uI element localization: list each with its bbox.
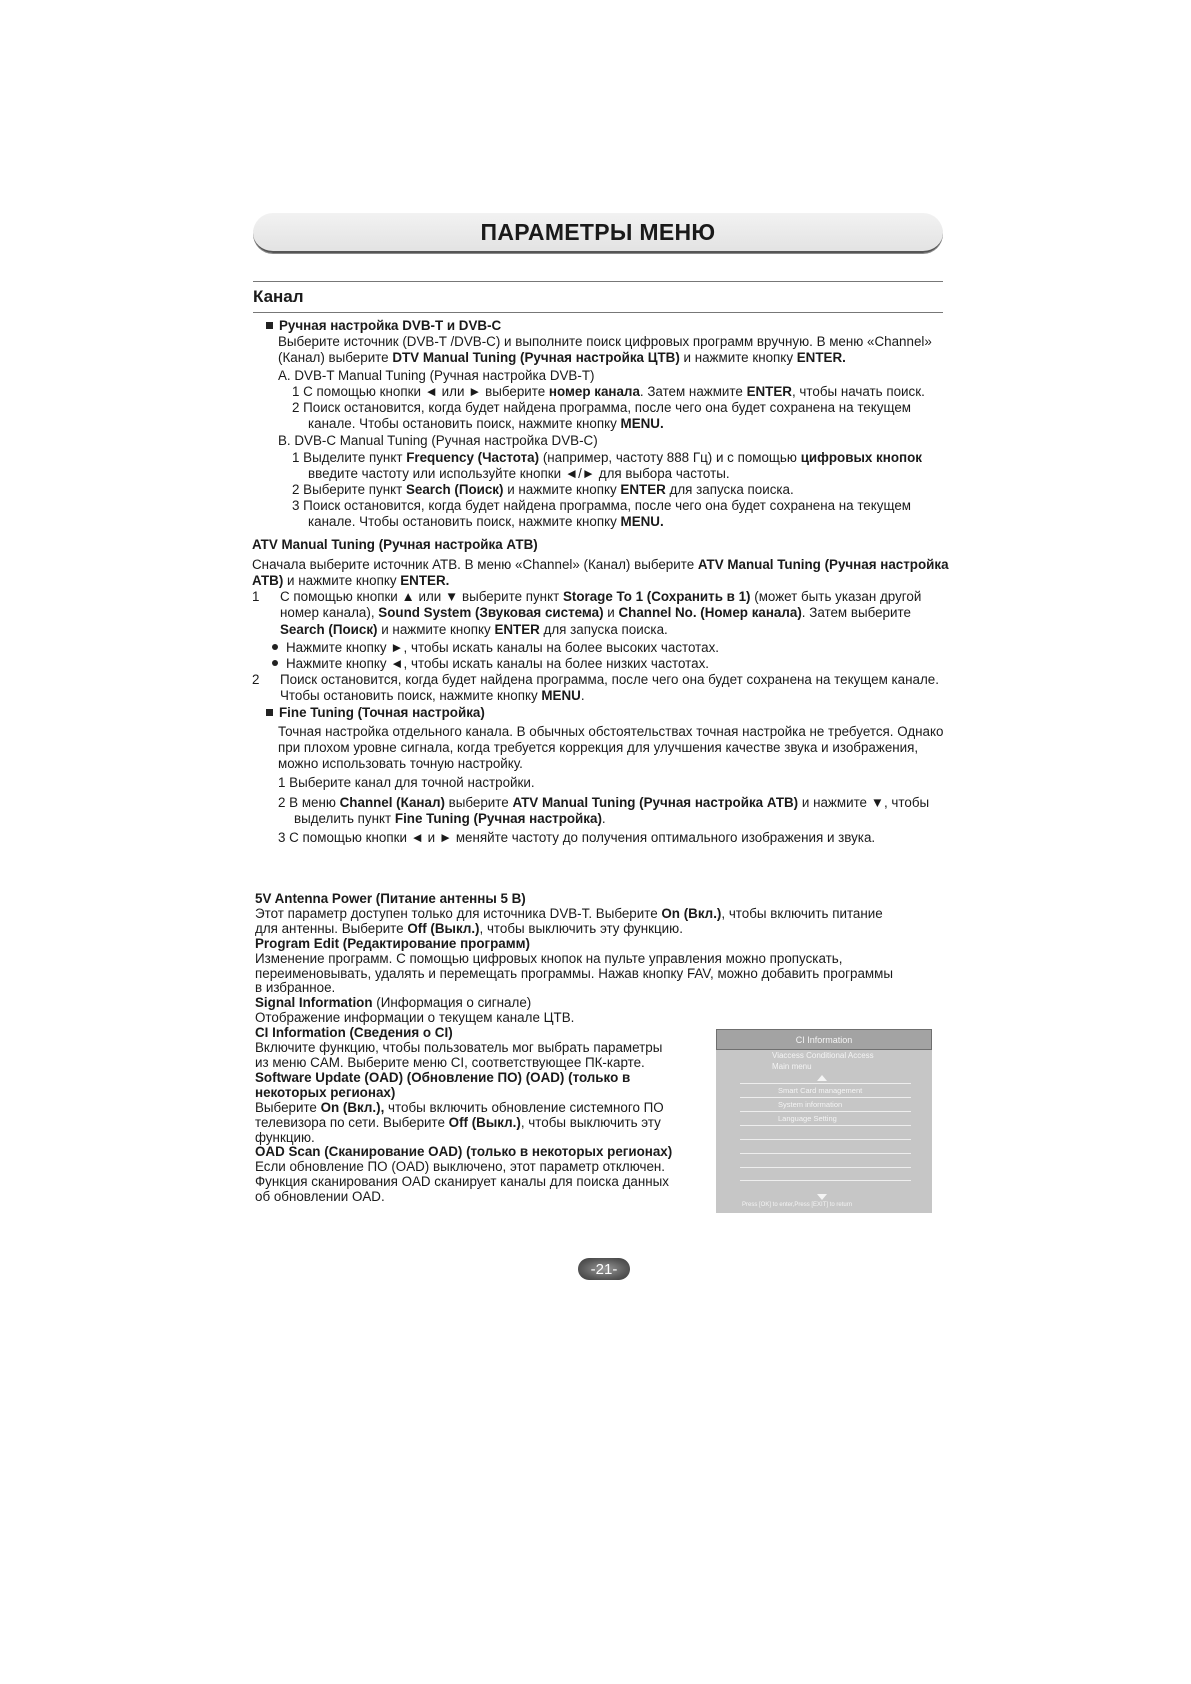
fine-intro: Точная настройка отдельного канала. В обычных обстоятельствах точная настройка не требуется. Однако при плохом уровне сигнала, когда требуется коррекция для улучшения качестве звука и изображения, можно использовать точную настройку. <box>278 723 944 772</box>
ci-screen-line-2: Main menu <box>772 1062 812 1071</box>
dvb-c-step-3: 3 Поиск остановится, когда будет найдена программа, после чего она будет сохранена на текущем канале. Чтобы остановить поиск, нажмите кнопку MENU. <box>292 498 911 530</box>
atv-step-2: 2 Поиск остановится, когда будет найдена программа, после чего она будет сохранена на текущем канале. Чтобы остановить поиск, нажмите кнопку MENU. <box>252 672 939 704</box>
section-rule-top <box>253 281 943 282</box>
ci-heading: CI Information (Сведения о CI) <box>255 1025 453 1041</box>
fine-step-3: 3 С помощью кнопки ◄ и ► меняйте частоту до получения оптимального изображения и звука. <box>278 830 876 846</box>
page-title: ПАРАМЕТРЫ МЕНЮ <box>480 218 716 245</box>
ci-menu-list <box>740 1083 911 1181</box>
antenna-heading: 5V Antenna Power (Питание антенны 5 В) <box>255 891 526 906</box>
signal-text: Отображение информации о текущем канале ЦТВ. <box>255 1010 575 1026</box>
bullet-icon <box>272 644 278 650</box>
dvb-t-title: A. DVB-T Manual Tuning (Ручная настройка DVB-T) <box>278 367 595 383</box>
dvb-c-step-1: 1 Выделите пункт Frequency (Частота) (например, частоту 888 Гц) и с помощью цифровых кнопок введите частоту или используйте кнопки ◄/► для выбора частоты. <box>292 449 923 481</box>
fine-step-2: 2 В меню Channel (Канал) выберите ATV Manual Tuning (Ручная настройка АТВ) и нажмите ▼, чтобы выделить пункт Fine Tuning (Ручная настройка). <box>278 794 930 826</box>
scroll-down-arrow-icon <box>817 1194 827 1200</box>
oad-heading: Software Update (OAD) (Обновление ПО) (OAD) (только в некоторых регионах) <box>255 1069 631 1100</box>
antenna-text: Этот параметр доступен только для источника DVB-T. Выберите On (Вкл.), чтобы включить питание для антенны. Выберите Off (Выкл.), чтобы выключить эту функцию. <box>255 905 883 936</box>
ci-menu-item <box>740 1153 911 1167</box>
dvb-intro: Выберите источник (DVB-T /DVB-C) и выполните поиск цифровых программ вручную. В меню «Channel» (Канал) выберите DTV Manual Tuning (Ручная настройка ЦТВ) и нажмите кнопку ENTER. <box>278 334 932 366</box>
dvb-heading: Ручная настройка DVB-T и DVB-C <box>252 318 952 334</box>
ci-menu-item: Language Setting <box>740 1111 911 1125</box>
fine-heading: Fine Tuning (Точная настройка) <box>252 705 952 721</box>
program-edit-text: Изменение программ. С помощью цифровых кнопок на пульте управления можно пропускать, переименовывать, удалять и перемещать программы. Нажав кнопку FAV, можно добавить программы в избранное. <box>255 950 893 996</box>
ci-information-screen <box>716 1029 932 1213</box>
dvb-c-step-2: 2 Выберите пункт Search (Поиск) и нажмите кнопку ENTER для запуска поиска. <box>292 482 794 498</box>
ci-menu-item: System information <box>740 1097 911 1111</box>
dvb-t-step-2: 2 Поиск остановится, когда будет найдена программа, после чего она будет сохранена на текущем канале. Чтобы остановить поиск, нажмите кнопку MENU. <box>292 400 911 432</box>
ci-menu-item <box>740 1167 911 1181</box>
atv-bullet-1: Нажмите кнопку ►, чтобы искать каналы на более высоких частотах. <box>252 640 952 656</box>
main-content <box>252 318 952 846</box>
dvb-t-step-1: 1 С помощью кнопки ◄ или ► выберите номер канала. Затем нажмите ENTER, чтобы начать поиск. <box>292 383 925 399</box>
oad-scan-heading: OAD Scan (Сканирование OAD) (только в некоторых регионах) <box>255 1144 673 1160</box>
scroll-up-arrow-icon <box>817 1075 827 1081</box>
ci-screen-footer: Press [OK] to enter,Press [EXIT] to return <box>742 1202 853 1208</box>
ci-screen-title: CI Information <box>716 1029 932 1050</box>
ci-menu-item <box>740 1139 911 1153</box>
oad-scan-text: Если обновление ПО (OAD) выключено, этот параметр отключен. Функция сканирования OAD сканирует каналы для поиска данных об обновлении OAD. <box>255 1159 669 1205</box>
page-header-banner <box>253 213 943 253</box>
square-bullet-icon <box>266 322 273 329</box>
section-title: Канал <box>253 287 304 306</box>
atv-bullet-2: Нажмите кнопку ◄, чтобы искать каналы на более низких частотах. <box>252 656 952 672</box>
ci-screen-line-1: Viaccess Conditional Access <box>772 1051 874 1060</box>
atv-heading: ATV Manual Tuning (Ручная настройка АТВ) <box>252 536 538 552</box>
ci-menu-item <box>740 1125 911 1139</box>
oad-text: Выберите On (Вкл.), чтобы включить обновление системного ПО телевизора по сети. Выберите Off (Выкл.), чтобы выключить эту функцию. <box>255 1099 664 1145</box>
ci-menu-item: Smart Card management <box>740 1083 911 1097</box>
atv-intro: Сначала выберите источник АТВ. В меню «Channel» (Канал) выберите ATV Manual Tuning (Ручная настройка АТВ) и нажмите кнопку ENTER. <box>252 556 949 589</box>
atv-step-1: 1 С помощью кнопки ▲ или ▼ выберите пункт Storage To 1 (Сохранить в 1) (может быть указан другой номер канала), Sound System (Звуковая система) и Channel No. (Номер канала). Затем выберите Search (Поиск) и нажмите кнопку ENTER для запуска поиска. <box>252 589 922 637</box>
section-rule-bottom <box>253 312 943 313</box>
bullet-icon <box>272 660 278 666</box>
ci-text: Включите функцию, чтобы пользователь мог выбрать параметры из меню CAM. Выберите меню CI, соответствующее ПК-карте. <box>255 1040 663 1070</box>
fine-step-1: 1 Выберите канал для точной настройки. <box>278 775 535 791</box>
page-number: -21- <box>578 1258 630 1280</box>
square-bullet-icon <box>266 709 273 716</box>
dvb-c-title: B. DVB-C Manual Tuning (Ручная настройка DVB-C) <box>278 433 598 449</box>
signal-heading: Signal Information (Информация о сигнале) <box>255 995 532 1011</box>
program-edit-heading: Program Edit (Редактирование программ) <box>255 935 531 951</box>
